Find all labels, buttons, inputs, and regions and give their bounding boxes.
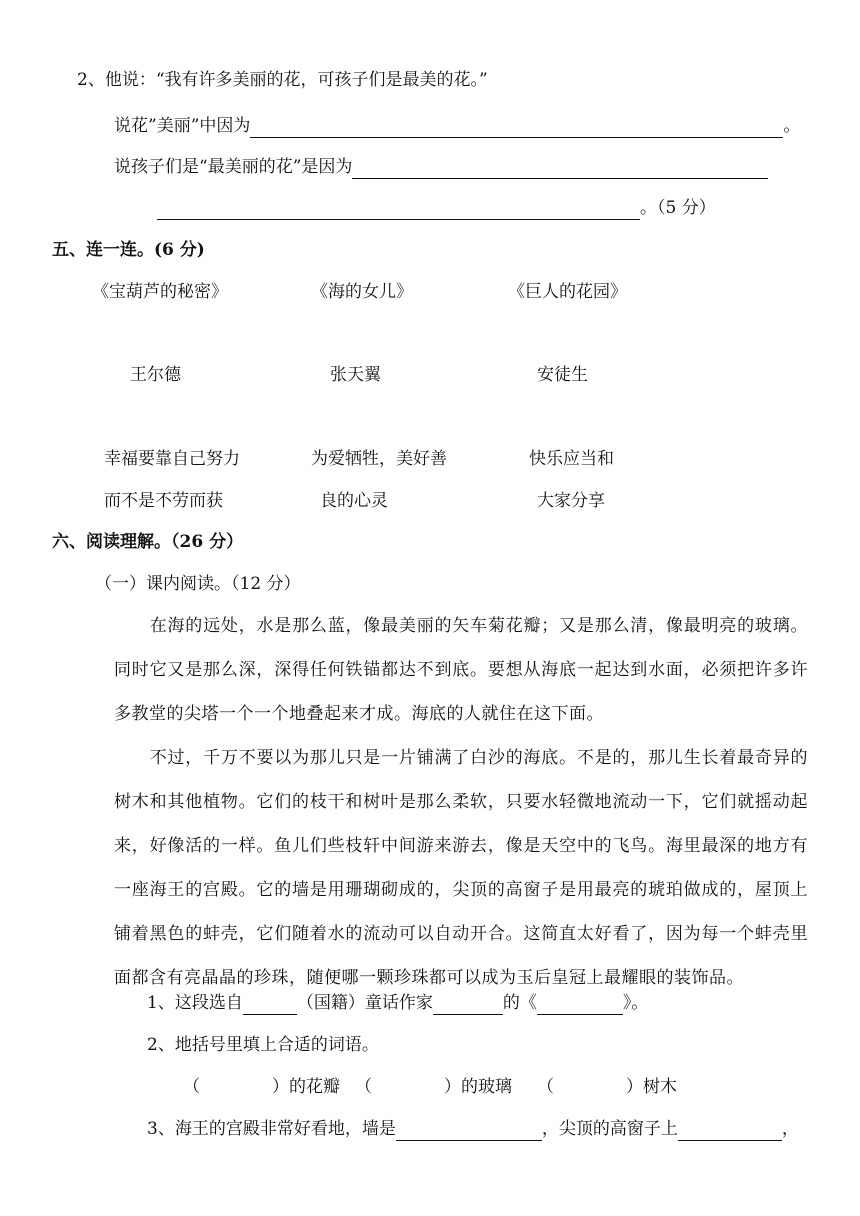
- q3-text: ，尖顶的高窗子上: [541, 1119, 678, 1139]
- q3-text: ，: [781, 1119, 799, 1139]
- theme-line[interactable]: 良的心灵: [320, 491, 388, 511]
- q2-line3: [157, 196, 716, 220]
- theme-line[interactable]: 为爱牺牲，美好善: [311, 449, 447, 469]
- question-3: [147, 1117, 799, 1141]
- q2-line2-prefix: 说孩子们是“最美丽的花”是因为: [114, 157, 353, 177]
- author-name[interactable]: 王尔德: [130, 365, 181, 385]
- answer-blank[interactable]: [537, 995, 623, 1015]
- q1-text: 的《: [502, 993, 537, 1013]
- author-name[interactable]: 张天翼: [330, 365, 381, 385]
- answer-blank[interactable]: [250, 118, 783, 138]
- q2-line3-suffix: 。（5 分）: [640, 198, 716, 218]
- answer-blank[interactable]: [433, 995, 503, 1015]
- q1-text: （国籍）童话作家: [296, 993, 433, 1013]
- open-paren: （: [355, 1077, 372, 1097]
- fill-item: [355, 1075, 512, 1099]
- open-paren: （: [537, 1077, 554, 1097]
- subsection-title: （一）课内阅读。（12 分）: [95, 574, 301, 594]
- section6-title: 六、阅读理解。（26 分）: [52, 532, 244, 552]
- close-paren: ）: [444, 1077, 461, 1097]
- q2-line2: [114, 155, 768, 179]
- q1-text: 》。: [622, 993, 649, 1013]
- passage-paragraph: 不过，千万不要以为那儿只是一片铺满了白沙的海底。不是的，那儿生长着最奇异的树木和其他植物。它们的枝干和树叶是那么柔软，只要水轻微地流动一下，它们就摇动起来，好像活的一样。鱼儿们些枝轩中间游来游去，像是天空中的飞鸟。海里最深的地方有一座海王的宫殿。它的墙是用珊瑚砌成的，尖顶的高窗子是用最亮的琥珀做成的，屋顶上铺着黑色的蚌壳，它们随着水的流动可以自动开合。这简直太好看了，因为每一个蚌壳里面都含有亮晶晶的珍珠，随便哪一颗珍珠都可以成为玉后皇冠上最耀眼的装饰品。: [114, 748, 808, 988]
- passage-paragraph: 在海的远处，水是那么蓝，像最美丽的矢车菊花瓣；又是那么清，像最明亮的玻璃。同时它又是那么深，深得任何铁锚都达不到底。要想从海底一起达到水面，必须把许多许多教堂的尖塔一个一个地叠起来才成。海底的人就住在这下面。: [114, 616, 808, 724]
- q2-line1-suffix: 。: [783, 116, 801, 136]
- answer-blank[interactable]: [352, 159, 768, 179]
- reading-passage: [114, 604, 808, 1000]
- fill-word: 树木: [643, 1077, 677, 1097]
- close-paren: ）: [626, 1077, 643, 1097]
- theme-line[interactable]: 大家分享: [537, 491, 605, 511]
- fill-item: [537, 1075, 677, 1099]
- question-2: 2、地括号里填上合适的词语。: [147, 1035, 379, 1055]
- fill-word: 的玻璃: [461, 1077, 512, 1097]
- theme-line[interactable]: 幸福要靠自己努力: [104, 449, 240, 469]
- theme-line[interactable]: 快乐应当和: [529, 449, 614, 469]
- fill-item: [183, 1075, 340, 1099]
- close-paren: ）: [272, 1077, 289, 1097]
- author-name[interactable]: 安徒生: [537, 365, 588, 385]
- answer-blank[interactable]: [678, 1121, 782, 1141]
- section5-title: 五、连一连。(6 分): [52, 240, 205, 260]
- book-title[interactable]: 《巨人的花园》: [508, 282, 627, 302]
- q1-text: 1、这段选自: [147, 993, 243, 1013]
- fill-word: 的花瓣: [289, 1077, 340, 1097]
- question-1: [147, 991, 648, 1015]
- q2-line1: [114, 114, 800, 138]
- answer-blank[interactable]: [243, 995, 297, 1015]
- answer-blank[interactable]: [396, 1121, 542, 1141]
- answer-blank[interactable]: [157, 200, 640, 220]
- q2-intro: 2、他说：“我有许多美丽的花，可孩子们是最美的花。”: [77, 70, 488, 90]
- book-title[interactable]: 《宝葫芦的秘密》: [92, 282, 228, 302]
- q2-line1-prefix: 说花”美丽”中因为: [114, 116, 251, 136]
- book-title[interactable]: 《海的女儿》: [311, 282, 413, 302]
- q3-text: 3、海王的宫殿非常好看地，墙是: [147, 1119, 396, 1139]
- open-paren: （: [183, 1077, 200, 1097]
- theme-line[interactable]: 而不是不劳而获: [104, 491, 223, 511]
